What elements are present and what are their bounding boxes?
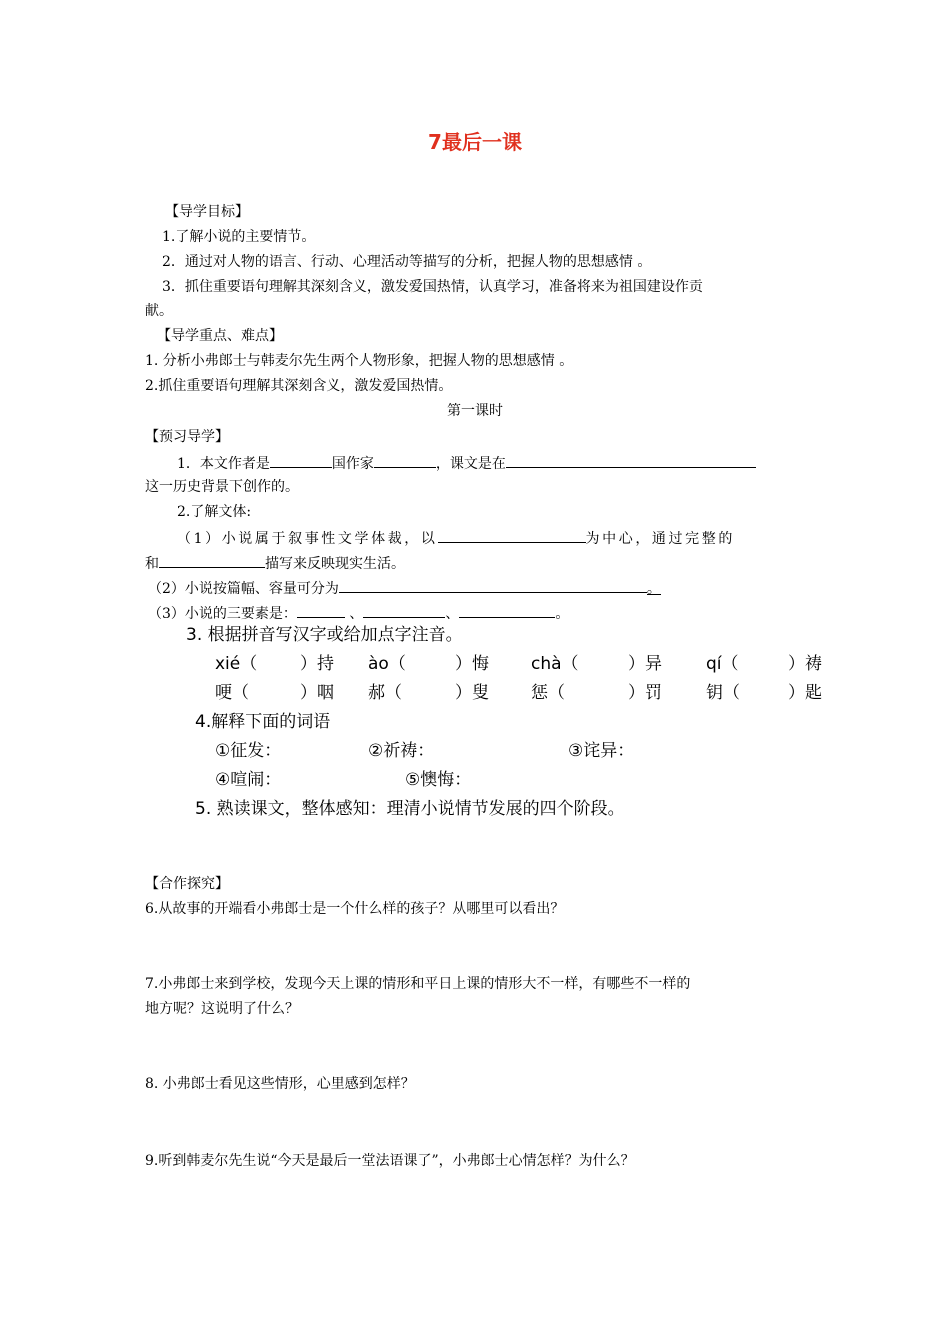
goal-item-1: 1.了解小说的主要情节。: [162, 229, 316, 245]
q1-line: [177, 453, 756, 473]
q2-s3-text-b: 、: [349, 606, 364, 622]
q2-s2-text-a: （2）小说按篇幅、容量可分为: [148, 581, 339, 597]
q3-label: 3. 根据拼音写汉字或给加点字注音。: [186, 625, 463, 645]
question-7-cont: 地方呢？这说明了什么？: [145, 1001, 299, 1017]
q2-blank-types[interactable]: [339, 578, 647, 593]
q2-s3-text-a: （3）小说的三要素是：: [148, 606, 297, 622]
q2-s1-text-b: 为中心，通过完整的: [585, 531, 735, 547]
q3-row1-pinyin-4: qí（: [706, 654, 739, 674]
question-9: 9.听到韩麦尔先生说“今天是最后一堂法语课了”，小弗郎士心情怎样？为什么？: [145, 1153, 635, 1169]
q3-row1-pinyin-3: chà（: [531, 654, 579, 674]
focus-item-2: 2.抓住重要语句理解其深刻含义，激发爱国热情。: [145, 378, 453, 394]
q1-blank-background[interactable]: [506, 453, 756, 468]
q3-row1-char-1: ）持: [300, 654, 334, 674]
q3-row2-char-4: 钥（: [706, 683, 740, 703]
q2-s1-text-a: （1）小说属于叙事性文学体裁，以: [177, 531, 438, 547]
focus-item-1: 1. 分析小弗郎士与韩麦尔先生两个人物形象，把握人物的思想感情 。: [145, 353, 574, 369]
q4-item-5: ⑤懊悔：: [405, 770, 472, 790]
q3-row2-char-1: 哽（: [215, 683, 249, 703]
q2-blank-center[interactable]: [438, 528, 586, 543]
q3-row-2: [0, 682, 950, 704]
q3-row2-char-3: 惩（: [531, 683, 565, 703]
q1-text-c: ，课文是在: [435, 456, 506, 472]
q2-label: 2.了解文体:: [177, 504, 252, 520]
q3-row2-char-2b: ）叟: [455, 683, 489, 703]
q2-s3-text-c: 、: [445, 606, 460, 622]
q2-s1-text-c: 和: [145, 556, 159, 572]
q2-s1-text-d: 描写来反映现实生活。: [265, 556, 405, 572]
q3-row2-char-4b: ）匙: [788, 683, 822, 703]
q4-item-4: ④喧闹：: [215, 770, 282, 790]
q2-s2-line: [148, 578, 661, 598]
question-6: 6.从故事的开端看小弗郎士是一个什么样的孩子？从哪里可以看出？: [145, 901, 565, 917]
goal-item-3-cont: 献。: [145, 303, 173, 319]
q3-row2-char-2: 郝（: [368, 683, 402, 703]
q2-s3-text-d: 。: [555, 606, 570, 622]
q4-item-2: ②祈祷：: [368, 741, 435, 761]
goal-item-3: 3．抓住重要语句理解其深刻含义，激发爱国热情，认真学习，准备将来为祖国建设作贡: [162, 279, 703, 295]
question-7: 7.小弗郎士来到学校，发现今天上课的情形和平日上课的情形大不一样，有哪些不一样的: [145, 976, 691, 992]
q4-label: 4.解释下面的词语: [195, 712, 331, 732]
q2-blank-element-3[interactable]: [459, 603, 555, 618]
q3-row2-char-1b: ）咽: [300, 683, 334, 703]
goal-item-2: 2．通过对人物的语言、行动、心理活动等描写的分析，把握人物的思想感情 。: [162, 254, 652, 270]
page-title: 7最后一课: [428, 130, 522, 154]
lesson-label: 第一课时: [447, 403, 503, 419]
q2-s1-line: [177, 528, 735, 548]
q1-blank-author[interactable]: [270, 453, 332, 468]
goals-heading: 【导学目标】: [165, 204, 249, 220]
q4-item-1: ①征发：: [215, 741, 282, 761]
q3-row1-char-2: ）悔: [455, 654, 489, 674]
q1-text-b: 国作家: [331, 456, 374, 472]
q3-row1-char-3: ）异: [628, 654, 662, 674]
q3-row1-pinyin-1: xié（: [215, 654, 258, 674]
q5-text: 5. 熟读课文，整体感知：理清小说情节发展的四个阶段。: [195, 799, 625, 819]
q4-item-3: ③诧异：: [568, 741, 635, 761]
q2-s1-cont: [145, 553, 405, 573]
q2-s2-text-b: 。: [646, 581, 661, 597]
q3-row1-char-4: ）祷: [788, 654, 822, 674]
question-8: 8. 小弗郎士看见这些情形，心里感到怎样？: [145, 1076, 415, 1092]
q1-text-a: 1．本文作者是: [177, 456, 270, 472]
explore-heading: 【合作探究】: [145, 876, 229, 892]
q2-blank-element-1[interactable]: [297, 603, 345, 618]
q2-blank-plot[interactable]: [159, 553, 265, 568]
q3-row1-pinyin-2: ào（: [368, 654, 406, 674]
q1-text-d: 这一历史背景下创作的。: [145, 479, 299, 495]
q3-row2-char-3b: ）罚: [628, 683, 662, 703]
q2-blank-element-2[interactable]: [363, 603, 445, 618]
preview-heading: 【预习导学】: [145, 429, 229, 445]
q1-blank-writer[interactable]: [374, 453, 436, 468]
q2-s3-line: [148, 603, 569, 623]
q3-row-1: [0, 653, 950, 675]
focus-heading: 【导学重点、难点】: [157, 328, 283, 344]
